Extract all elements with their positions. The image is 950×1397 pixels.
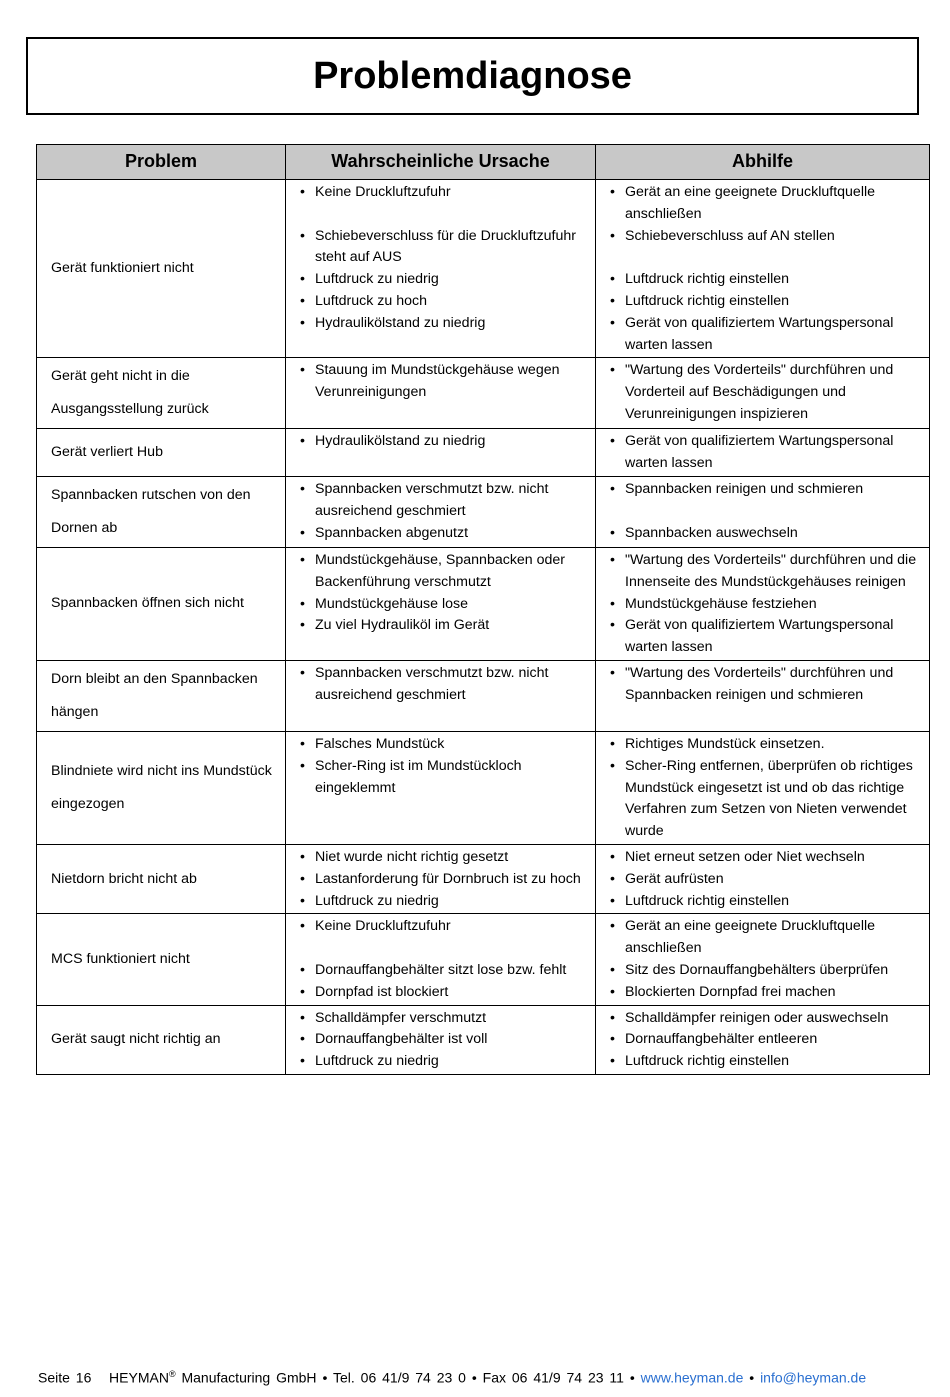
cause-item: • Hydraulikölstand zu niedrig — [290, 313, 591, 335]
cause-item: • Falsches Mundstück — [290, 734, 591, 756]
footer-fax: Fax 06 41/9 74 23 11 — [482, 1369, 624, 1386]
cause-item: • Spannbacken verschmutzt bzw. nicht ausreichend geschmiert — [290, 479, 591, 523]
table-row — [37, 429, 930, 477]
cause-item: • Luftdruck zu niedrig — [290, 269, 591, 291]
cause-item: • Zu viel Hydrauliköl im Gerät — [290, 615, 591, 637]
remedy-cell — [596, 844, 930, 913]
cause-item: • Luftdruck zu niedrig — [290, 1051, 591, 1073]
spacer-line — [290, 938, 591, 960]
problem-cell: Gerät saugt nicht richtig an — [37, 1005, 286, 1074]
footer-phone: Tel. 06 41/9 74 23 0 — [332, 1369, 466, 1386]
remedy-cell — [596, 429, 930, 477]
cause-list — [290, 479, 591, 544]
cause-cell — [286, 180, 596, 358]
remedy-item: • Blockierten Dornpfad frei machen — [600, 982, 925, 1004]
footer-separator: • — [322, 1369, 328, 1386]
cause-cell — [286, 844, 596, 913]
cause-list — [290, 360, 591, 404]
remedy-item: • Scher-Ring entfernen, überprüfen ob richtiges Mundstück eingesetzt ist und ob das richtige Verfahren zum Setzen von Nieten verwendet wurde — [600, 756, 925, 843]
cause-item: • Spannbacken abgenutzt — [290, 523, 591, 545]
problem-cell: Spannbacken rutschen von den Dornen ab — [37, 476, 286, 547]
remedy-list — [600, 734, 925, 843]
table-row — [37, 476, 930, 547]
table-body — [37, 180, 930, 1075]
remedy-cell — [596, 476, 930, 547]
footer-separator: • — [471, 1369, 477, 1386]
remedy-item: • Luftdruck richtig einstellen — [600, 1051, 925, 1073]
remedy-item: • Niet erneut setzen oder Niet wechseln — [600, 847, 925, 869]
remedy-list — [600, 847, 925, 912]
remedy-list — [600, 431, 925, 475]
remedy-item: • Spannbacken auswechseln — [600, 523, 925, 545]
cause-cell — [286, 476, 596, 547]
cause-item: • Schalldämpfer verschmutzt — [290, 1008, 591, 1030]
cause-item: • Hydraulikölstand zu niedrig — [290, 431, 591, 453]
remedy-list — [600, 360, 925, 425]
table-row — [37, 660, 930, 731]
remedy-item: • Gerät aufrüsten — [600, 869, 925, 891]
remedy-item: • Gerät von qualifiziertem Wartungspersonal warten lassen — [600, 313, 925, 357]
spacer-line — [600, 501, 925, 523]
footer-brand: HEYMAN — [109, 1369, 169, 1386]
problem-cell: Gerät geht nicht in die Ausgangsstellung zurück — [37, 358, 286, 429]
remedy-item: • Gerät an eine geeignete Druckluftquelle anschließen — [600, 916, 925, 960]
cause-list — [290, 182, 591, 335]
table-row — [37, 358, 930, 429]
problem-cell: Spannbacken öffnen sich nicht — [37, 547, 286, 660]
table-row — [37, 180, 930, 358]
header-cause: Wahrscheinliche Ursache — [286, 145, 596, 180]
cause-list — [290, 1008, 591, 1073]
remedy-cell — [596, 731, 930, 844]
footer-website-link[interactable]: www.heyman.de — [640, 1369, 744, 1386]
remedy-cell — [596, 1005, 930, 1074]
table-row — [37, 547, 930, 660]
table-row — [37, 914, 930, 1005]
footer-page-number: Seite 16 — [38, 1369, 92, 1386]
remedy-cell — [596, 180, 930, 358]
registered-mark: ® — [168, 1369, 176, 1379]
remedy-item: • Schiebeverschluss auf AN stellen — [600, 226, 925, 248]
cause-item: • Luftdruck zu hoch — [290, 291, 591, 313]
remedy-item: • Gerät von qualifiziertem Wartungspersonal warten lassen — [600, 431, 925, 475]
problem-cell: Blindniete wird nicht ins Mundstück eingezogen — [37, 731, 286, 844]
remedy-item: • Luftdruck richtig einstellen — [600, 891, 925, 913]
remedy-item: • Gerät an eine geeignete Druckluftquelle anschließen — [600, 182, 925, 226]
remedy-list — [600, 479, 925, 544]
remedy-item: • Luftdruck richtig einstellen — [600, 291, 925, 313]
table-row — [37, 731, 930, 844]
title-box — [26, 37, 919, 115]
remedy-list — [600, 663, 925, 707]
problem-cell: Nietdorn bricht nicht ab — [37, 844, 286, 913]
cause-cell — [286, 1005, 596, 1074]
cause-list — [290, 431, 591, 453]
footer-company: Manufacturing GmbH — [181, 1369, 317, 1386]
remedy-item: • "Wartung des Vorderteils" durchführen und die Innenseite des Mundstückgehäuses reinigen — [600, 550, 925, 594]
remedy-list — [600, 916, 925, 1003]
cause-item: • Stauung im Mundstückgehäuse wegen Verunreinigungen — [290, 360, 591, 404]
remedy-item: • "Wartung des Vorderteils" durchführen und Vorderteil auf Beschädigungen und Verunreinigungen inspizieren — [600, 360, 925, 425]
cause-list — [290, 847, 591, 912]
cause-item: • Luftdruck zu niedrig — [290, 891, 591, 913]
table-row — [37, 1005, 930, 1074]
cause-item: • Scher-Ring ist im Mundstückloch eingeklemmt — [290, 756, 591, 800]
cause-cell — [286, 547, 596, 660]
cause-item: • Dornauffangbehälter sitzt lose bzw. fehlt — [290, 960, 591, 982]
cause-item: • Mundstückgehäuse lose — [290, 594, 591, 616]
remedy-list — [600, 550, 925, 659]
footer-email-link[interactable]: info@heyman.de — [760, 1369, 867, 1386]
problem-cell: MCS funktioniert nicht — [37, 914, 286, 1005]
cause-item: • Lastanforderung für Dornbruch ist zu hoch — [290, 869, 591, 891]
remedy-list — [600, 182, 925, 356]
remedy-cell — [596, 660, 930, 731]
remedy-list — [600, 1008, 925, 1073]
cause-item: • Mundstückgehäuse, Spannbacken oder Backenführung verschmutzt — [290, 550, 591, 594]
table-header-row — [37, 145, 930, 180]
cause-cell — [286, 429, 596, 477]
cause-cell — [286, 660, 596, 731]
cause-list — [290, 663, 591, 707]
footer-separator: • — [749, 1369, 755, 1386]
header-problem: Problem — [37, 145, 286, 180]
cause-cell — [286, 358, 596, 429]
remedy-cell — [596, 547, 930, 660]
problem-cell: Gerät funktioniert nicht — [37, 180, 286, 358]
remedy-cell — [596, 358, 930, 429]
cause-list — [290, 916, 591, 1003]
remedy-item: • Richtiges Mundstück einsetzen. — [600, 734, 925, 756]
problem-cell: Dorn bleibt an den Spannbacken hängen — [37, 660, 286, 731]
header-remedy: Abhilfe — [596, 145, 930, 180]
remedy-cell — [596, 914, 930, 1005]
remedy-item: • Spannbacken reinigen und schmieren — [600, 479, 925, 501]
cause-cell — [286, 731, 596, 844]
cause-list — [290, 550, 591, 637]
cause-item: • Keine Druckluftzufuhr — [290, 182, 591, 204]
cause-cell — [286, 914, 596, 1005]
table-row — [37, 844, 930, 913]
remedy-item: • Dornauffangbehälter entleeren — [600, 1029, 925, 1051]
remedy-item: • Schalldämpfer reinigen oder auswechseln — [600, 1008, 925, 1030]
cause-list — [290, 734, 591, 799]
cause-item: • Keine Druckluftzufuhr — [290, 916, 591, 938]
remedy-item: • Gerät von qualifiziertem Wartungspersonal warten lassen — [600, 615, 925, 659]
cause-item: • Schiebeverschluss für die Druckluftzufuhr steht auf AUS — [290, 226, 591, 270]
page-title: Problemdiagnose — [313, 54, 632, 97]
cause-item: • Dornauffangbehälter ist voll — [290, 1029, 591, 1051]
problem-cell: Gerät verliert Hub — [37, 429, 286, 477]
page-footer — [38, 1369, 918, 1386]
footer-separator: • — [629, 1369, 635, 1386]
remedy-item: • "Wartung des Vorderteils" durchführen und Spannbacken reinigen und schmieren — [600, 663, 925, 707]
cause-item: • Dornpfad ist blockiert — [290, 982, 591, 1004]
cause-item: • Spannbacken verschmutzt bzw. nicht ausreichend geschmiert — [290, 663, 591, 707]
diagnosis-table — [36, 144, 930, 1075]
remedy-item: • Mundstückgehäuse festziehen — [600, 594, 925, 616]
spacer-line — [600, 247, 925, 269]
remedy-item: • Sitz des Dornauffangbehälters überprüfen — [600, 960, 925, 982]
spacer-line — [290, 204, 591, 226]
remedy-item: • Luftdruck richtig einstellen — [600, 269, 925, 291]
cause-item: • Niet wurde nicht richtig gesetzt — [290, 847, 591, 869]
